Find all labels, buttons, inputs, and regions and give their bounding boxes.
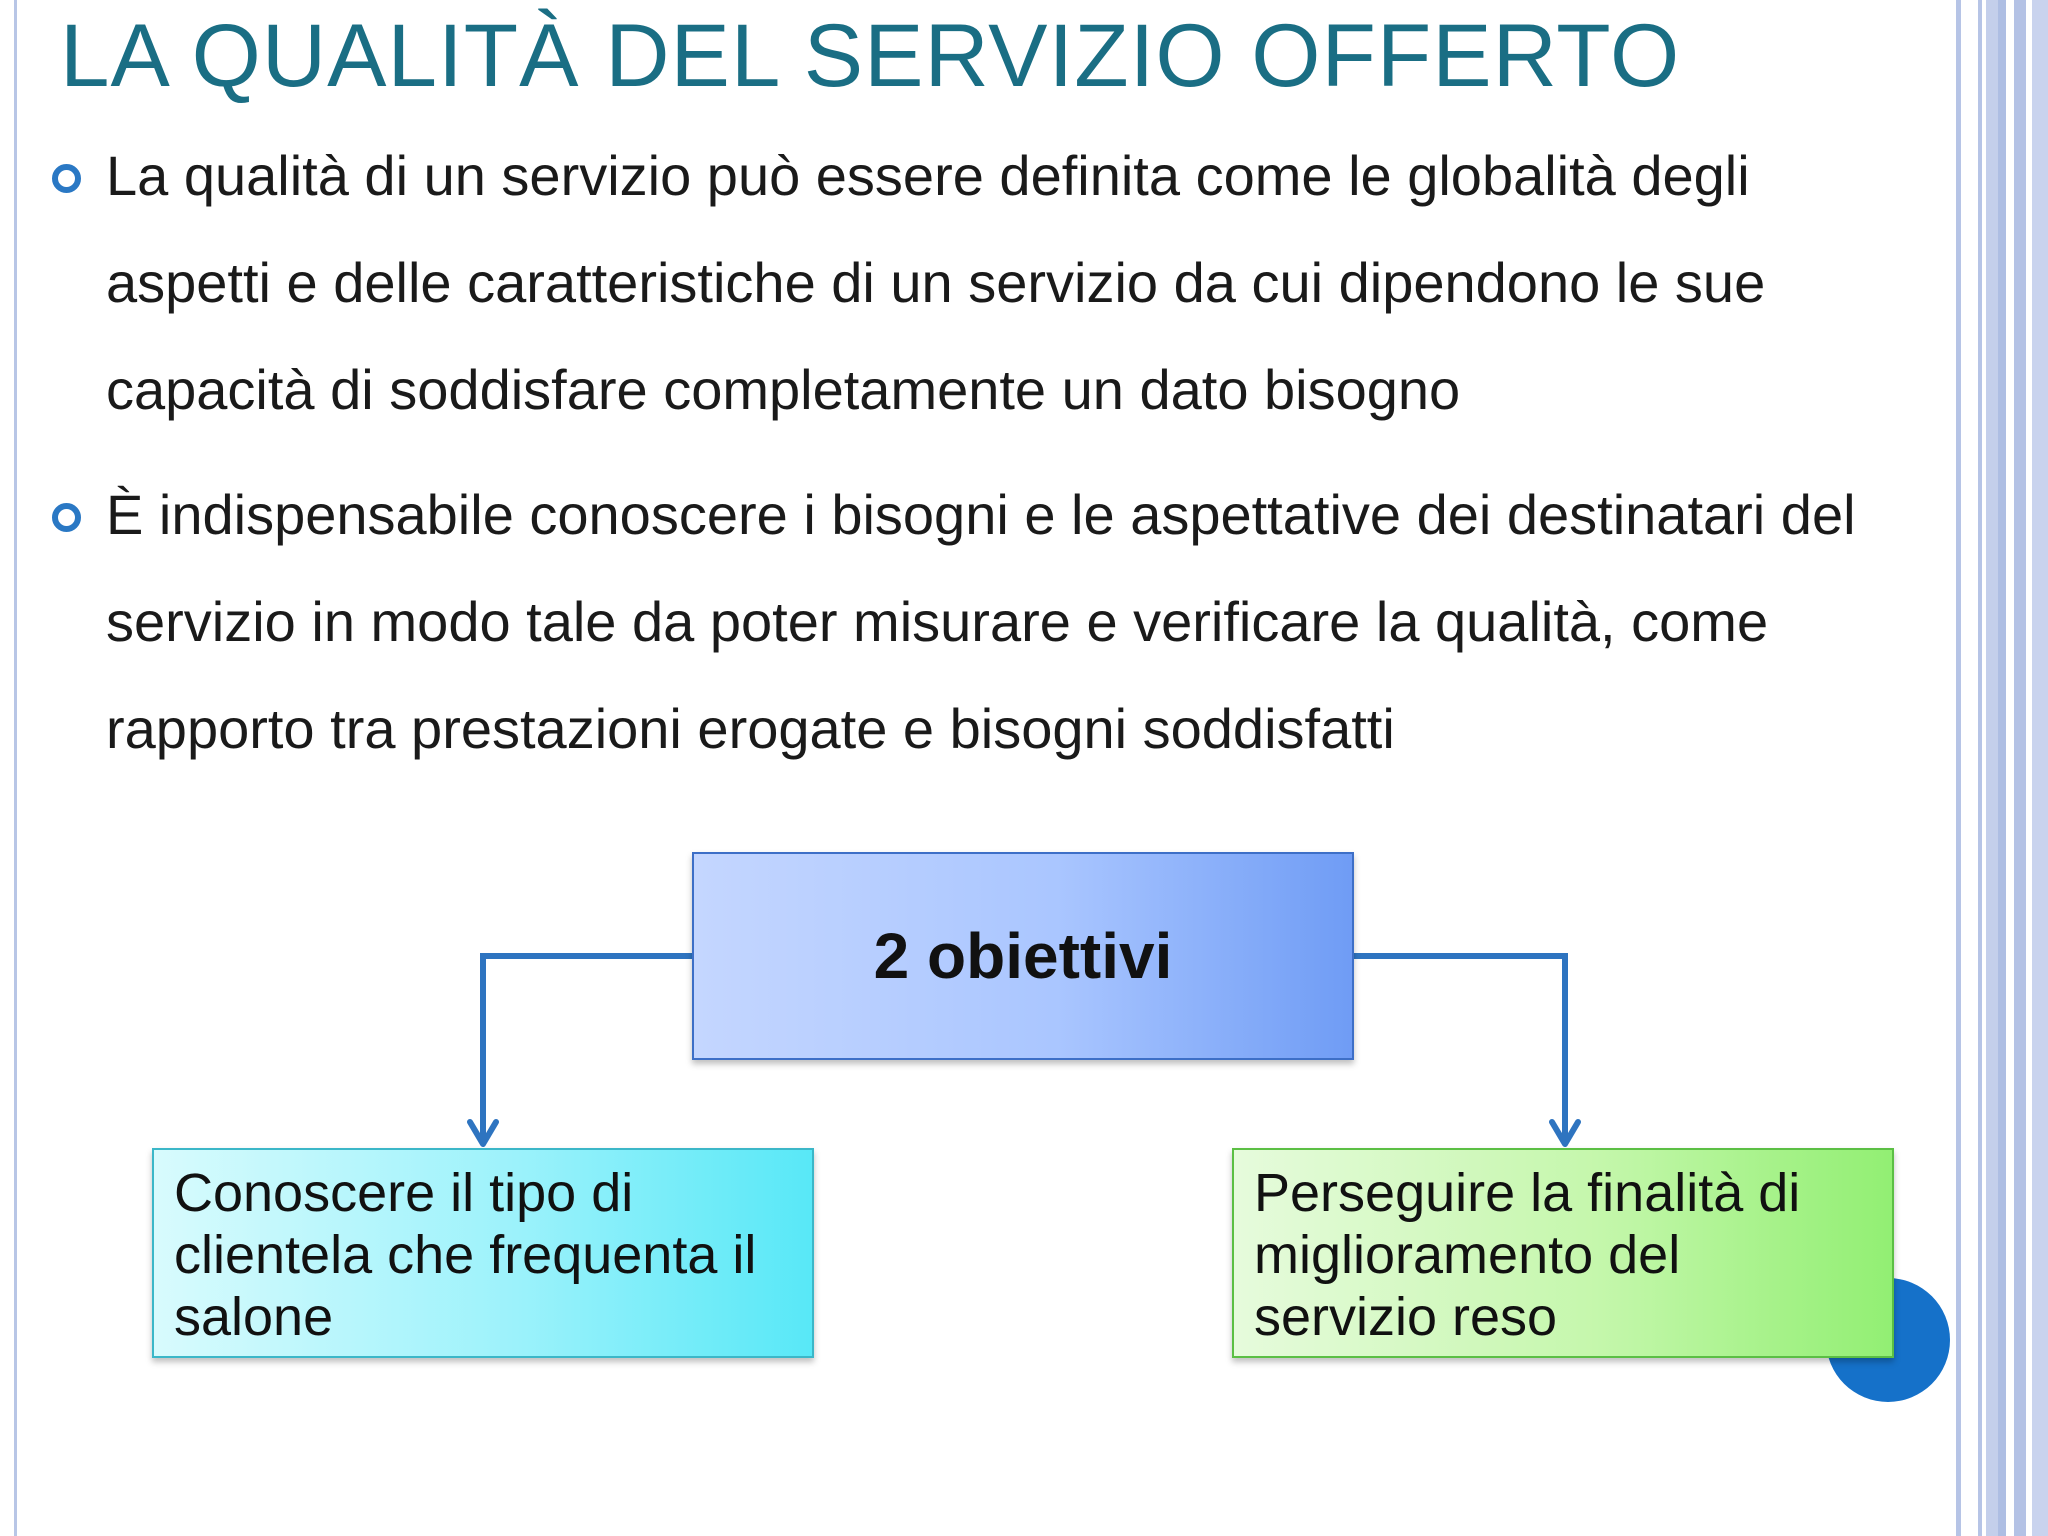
bullet-item <box>48 461 1928 782</box>
objective-label: Perseguire la finalità di miglioramento del servizio reso <box>1254 1163 1801 1347</box>
bullet-text: La qualità di un servizio può essere definita come le globalità degli aspetti e delle caratteristiche di un servizio da cui dipendono le sue capacità di soddisfare completamente un dato bisogno <box>106 144 1766 421</box>
objectives-diagram <box>0 840 2048 1400</box>
slide-title: LA QUALITÀ DEL SERVIZIO OFFERTO <box>60 5 1681 105</box>
objective-label: Conoscere il tipo di clientela che frequenta il salone <box>174 1163 757 1347</box>
diagram-root-label: 2 obiettivi <box>873 920 1173 992</box>
connector-left <box>483 956 692 1144</box>
hollow-circle-bullet-icon <box>52 164 81 193</box>
objective-box-right <box>1232 1148 1894 1358</box>
hollow-circle-bullet-icon <box>52 503 81 532</box>
objective-box-left <box>152 1148 814 1358</box>
bullet-list <box>48 122 1928 800</box>
bullet-item <box>48 122 1928 443</box>
bullet-text: È indispensabile conoscere i bisogni e le aspettative dei destinatari del servizio in modo tale da poter misurare e verificare la qualità, come rapporto tra prestazioni erogate e bisogni soddisfatti <box>106 483 1856 760</box>
connector-right <box>1354 956 1565 1144</box>
diagram-root-box <box>692 852 1354 1060</box>
